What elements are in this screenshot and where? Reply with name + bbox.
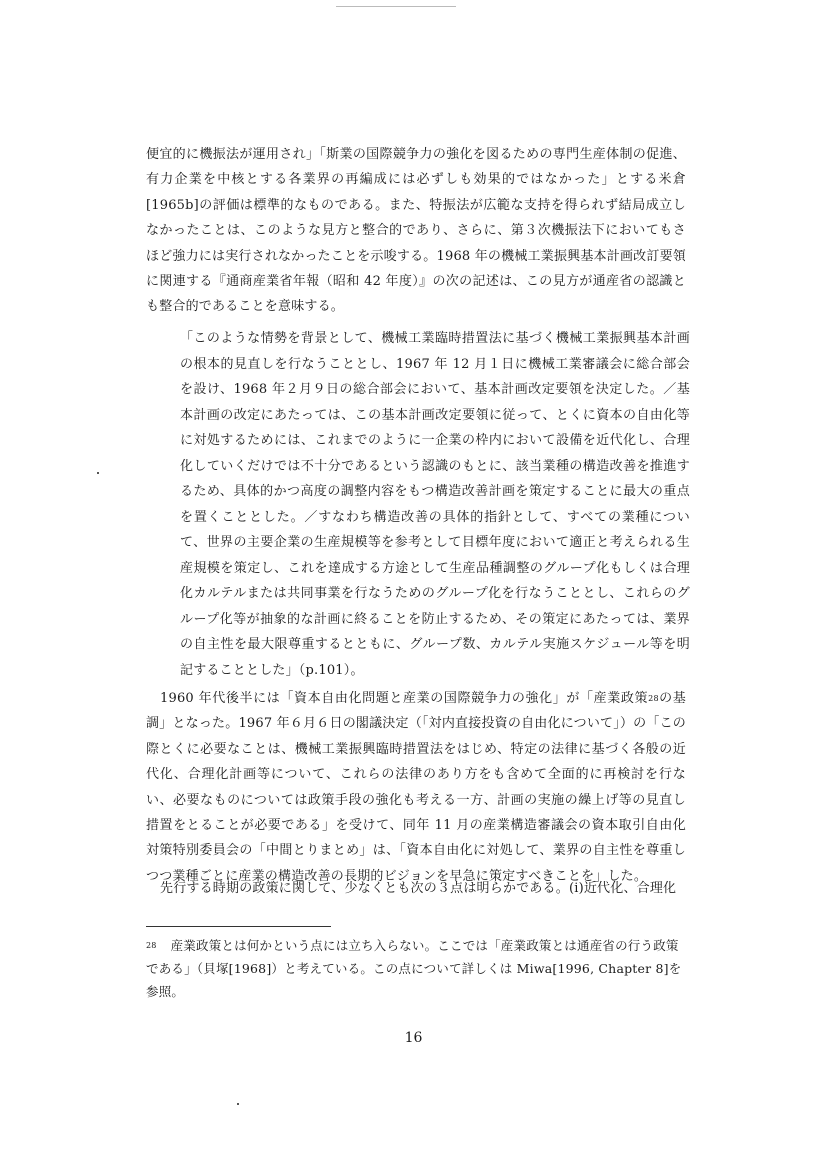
body-paragraph-1: 便宜的に機振法が運用され」「斯業の国際競争力の強化を図るための専門生産体制の促進、有力企業を中核とする各業界の再編成には必ずしも効果的ではなかった」とする米倉[1965b]の評価は標準的なものである。また、特振法が広範な支持を得られず結局成立しなかったことは、このような見方と整合的であり、さらに、第３次機振法下においてもさほど強力には実行されなかったことを示唆する。1968 年の機械工業振興基本計画改訂要領に関連する『通商産業省年報（昭和 42 年度）』の次の記述は、この見方が通産省の認識とも整合的であることを意味する。	[146, 147, 686, 315]
scan-speck	[97, 472, 99, 474]
footnote-marker: 28	[146, 941, 157, 950]
page-number: 16	[404, 1030, 423, 1046]
paragraph-2-text-after: の基調」となった。1967 年６月６日の閣議決定（「対内直接投資の自由化について」）の「この際とくに必要なことは、機械工業振興臨時措置法をはじめ、特定の法律に基づく各般の近代化、合理化計画等について、これらの法律のあり方をも含めて全面的に再検討を行ない、必要なものについては政策手段の強化も考える一方、計画の実施の繰上げ等の見直し措置をとることが必要である」を受けて、同年 11 月の産業構造審議会の資本取引自由化対策特別委員会の「中間とりまとめ」は、「資本自由化に対処して、業界の自主性を尊重しつつ業種ごとに産業の構造改善の長期的ビジョンを早急に策定すべきことを」した。	[146, 691, 686, 884]
paragraph-2-text-before: 1960 年代後半には「資本自由化問題と産業の国際競争力の強化」が「産業政策	[160, 691, 649, 706]
body-paragraph-3: 先行する時期の政策に関して、少なくとも次の３点は明らかである。(i)近代化、合理化	[160, 881, 677, 896]
footnote-divider	[146, 926, 331, 927]
footnote-text: 産業政策とは何かという点には立ち入らない。ここでは「産業政策とは通産省の行う政策である」（貝塚[1968]）と考えている。この点について詳しくは Miwa[1996, Chapter 8]を参照。	[146, 938, 682, 999]
block-quote: 「このような情勢を背景として、機械工業臨時措置法に基づく機械工業振興基本計画の根本的見直しを行なうこととし、1967 年 12 月１日に機械工業審議会に総合部会を設け、1968 年２月９日の総合部会において、基本計画改定要領を決定した。／基本計画の改定にあたっては、この基本計画改定要領に従って、とくに資本の自由化等に対処するためには、これまでのように一企業の枠内において設備を近代化し、合理化していくだけでは不十分であるという認識のもとに、該当業種の構造改善を推進するため、具体的かつ高度の調整内容をもつ構造改善計画を策定することに最大の重点を置くこととした。／すなわち構造改善の具体的指針として、すべての業種について、世界の主要企業の生産規模等を参考として目標年度において適正と考えられる生産規模を策定し、これを達成する方途として生産品種調整のグループ化もしくは合理化カルテルまたは共同事業を行なうためのグループ化を行なうこととし、これらのグループ化等が抽象的な計画に終ることを防止するため、その策定にあたっては、業界の自主性を最大限尊重するとともに、グループ数、カルテル実施スケジュール等を明記することとした」（p.101）。	[180, 331, 690, 678]
footnote	[146, 934, 686, 1003]
scan-edge-mark	[336, 6, 456, 7]
scan-speck	[237, 1103, 239, 1105]
body-paragraph-2	[146, 686, 686, 889]
footnote-reference: 28	[648, 694, 659, 703]
